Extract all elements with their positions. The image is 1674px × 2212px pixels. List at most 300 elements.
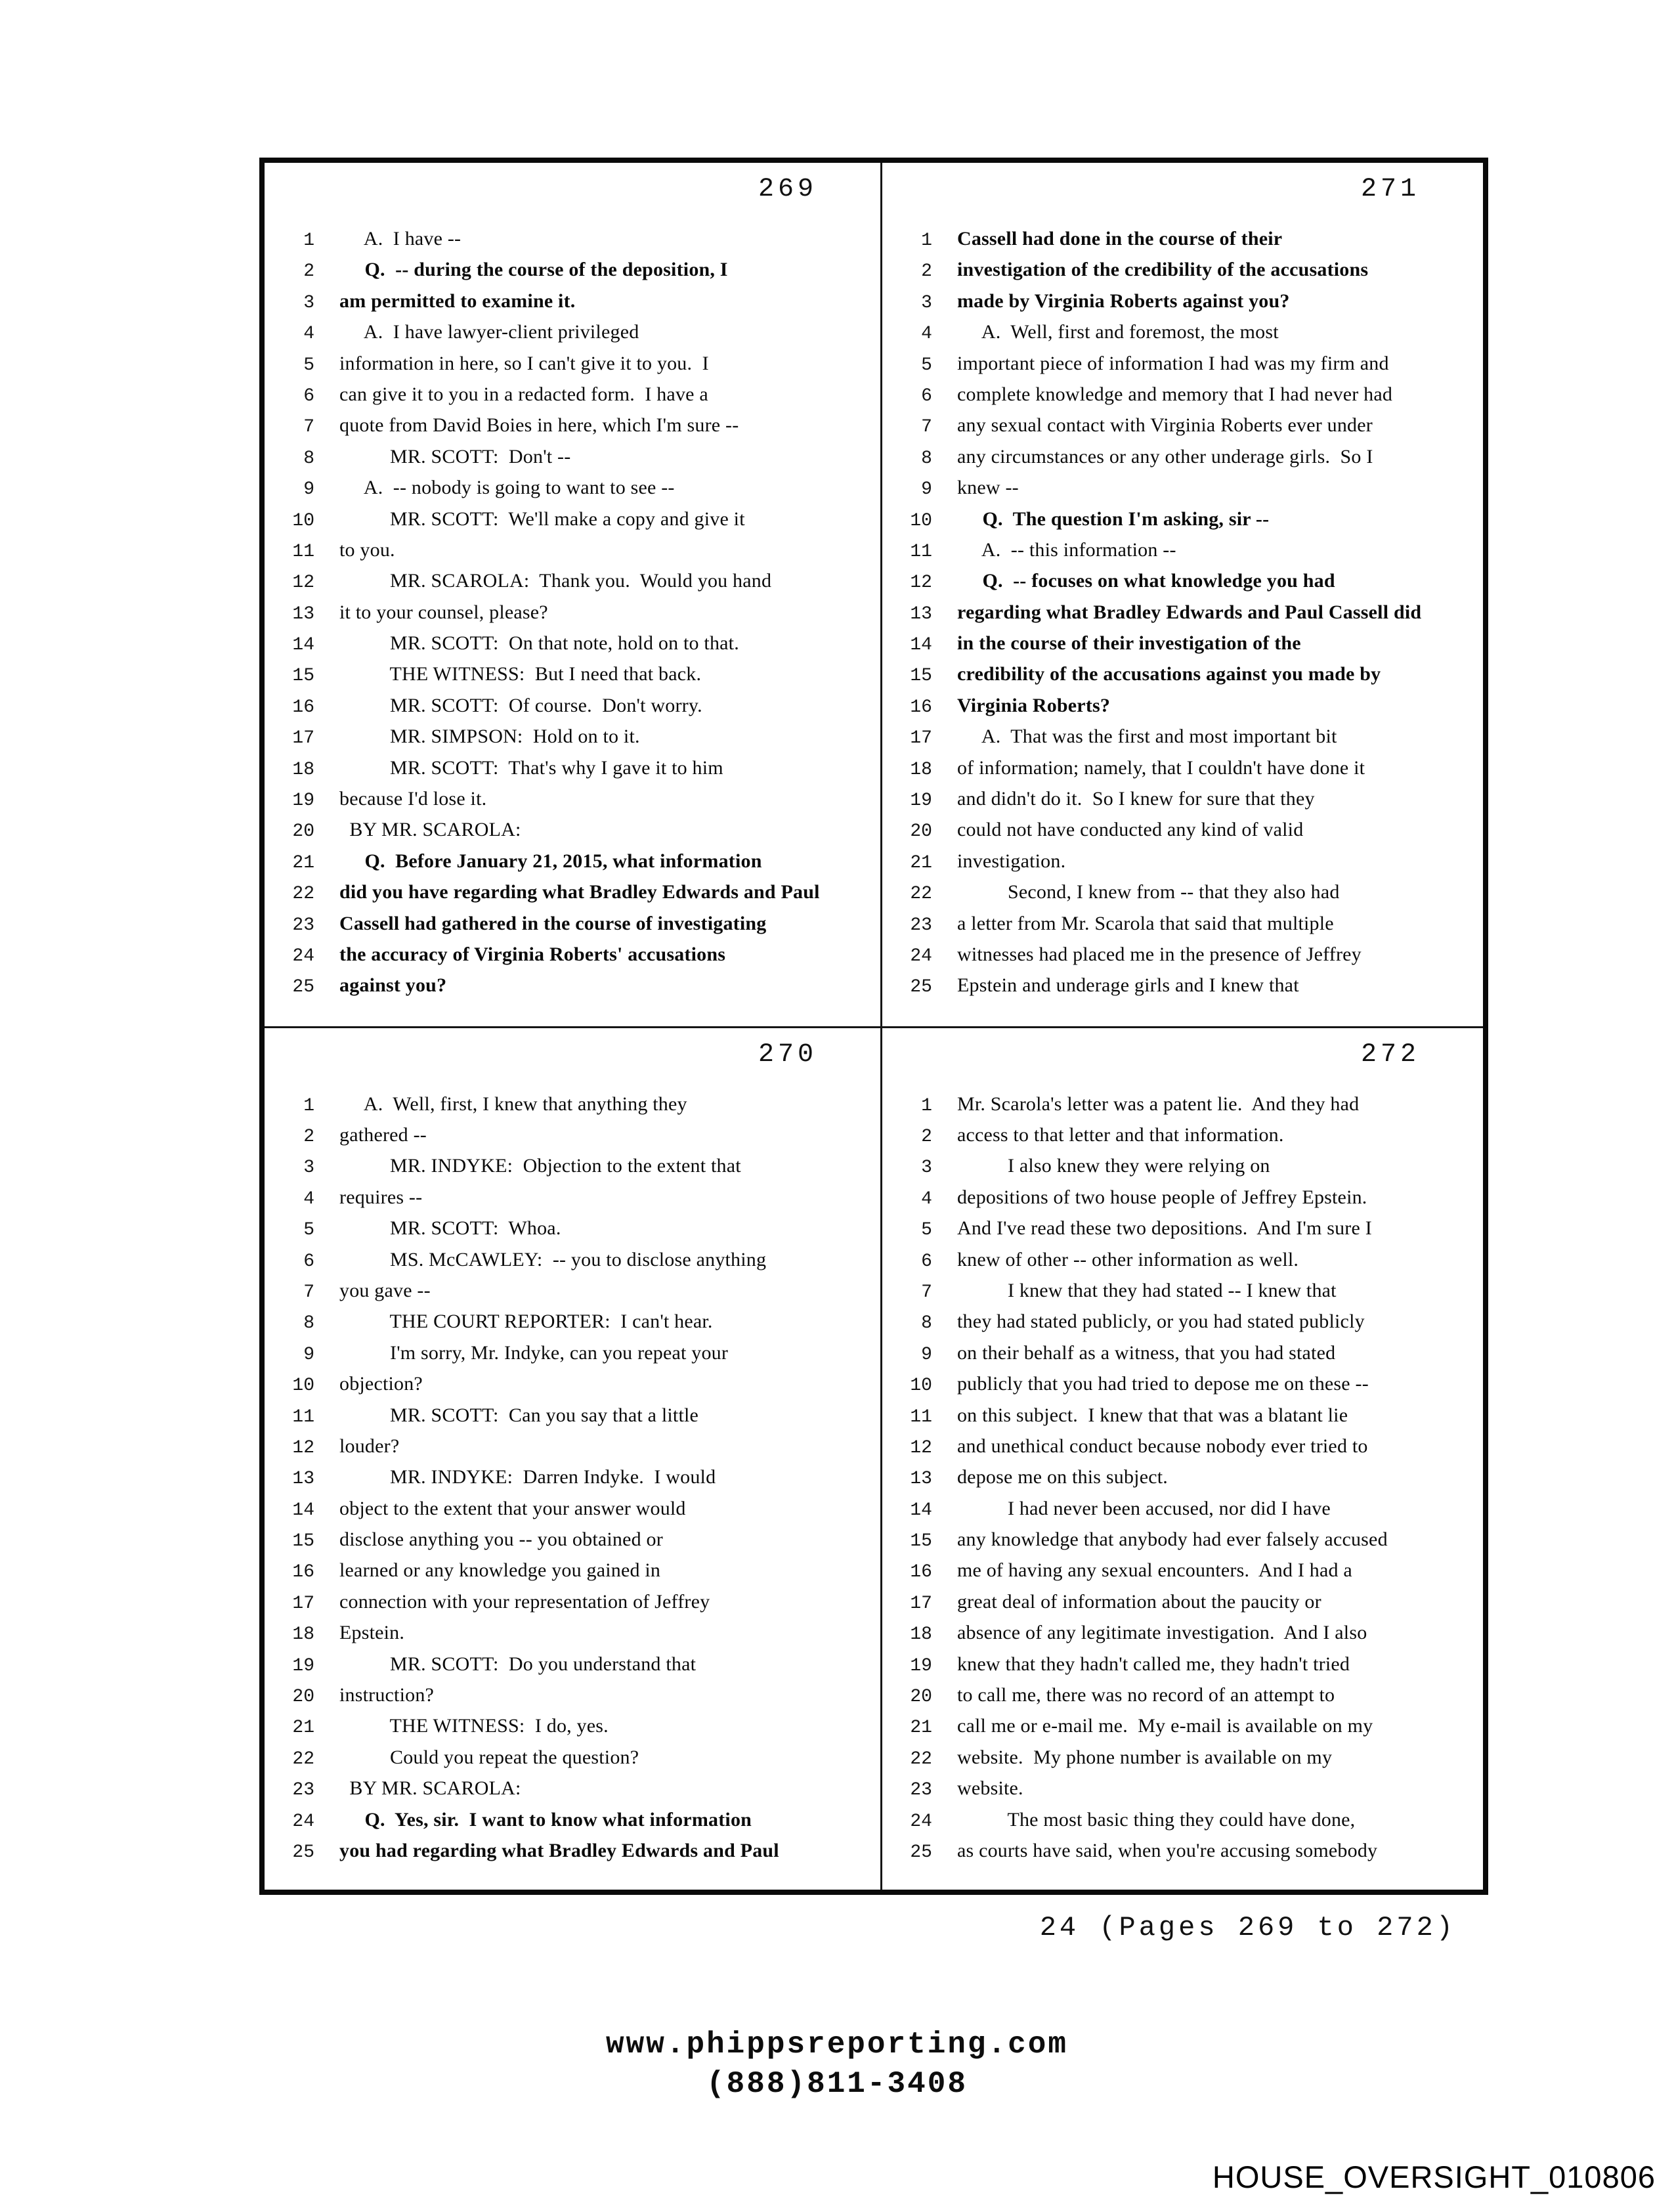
line-number: 10 xyxy=(292,510,314,531)
line-number: 21 xyxy=(910,1718,932,1739)
line-text: absence of any legitimate investigation. And I also xyxy=(956,1622,1367,1644)
line-row xyxy=(882,1400,1483,1431)
line-number: 23 xyxy=(292,915,314,936)
line-text: knew -- xyxy=(956,477,1019,499)
line-number: 3 xyxy=(303,292,314,313)
line-row xyxy=(882,939,1483,970)
line-row xyxy=(882,783,1483,814)
line-number: 1 xyxy=(921,1095,932,1116)
line-text: they had stated publicly, or you had stated publicly xyxy=(956,1311,1365,1333)
line-text: Cassell had done in the course of their xyxy=(956,228,1283,249)
line-text: any circumstances or any other underage girls. So I xyxy=(956,445,1373,467)
line-row xyxy=(265,1431,880,1462)
line-row xyxy=(265,846,880,877)
line-row xyxy=(882,1275,1483,1306)
line-text: access to that letter and that information. xyxy=(956,1124,1284,1146)
line-number: 5 xyxy=(303,355,314,376)
line-text: could not have conducted any kind of valid xyxy=(956,819,1304,841)
line-number: 3 xyxy=(921,292,932,313)
line-row xyxy=(265,1400,880,1431)
line-number: 10 xyxy=(910,1376,932,1397)
line-number: 18 xyxy=(292,759,314,780)
line-number: 17 xyxy=(910,1593,932,1614)
page-lines xyxy=(265,223,880,1001)
line-row xyxy=(265,1462,880,1492)
line-row xyxy=(265,1835,880,1866)
page-number: 271 xyxy=(1360,175,1420,204)
line-row xyxy=(265,690,880,721)
transcript-page-270 xyxy=(265,1028,882,1890)
line-number: 15 xyxy=(910,666,932,687)
line-text: credibility of the accusations against you made by xyxy=(956,663,1381,685)
line-text: MR. SCOTT: Of course. Don't worry. xyxy=(339,694,702,716)
line-row xyxy=(882,254,1483,285)
line-row xyxy=(265,877,880,907)
line-number: 17 xyxy=(292,728,314,749)
line-number: 17 xyxy=(910,728,932,749)
line-number: 25 xyxy=(292,1842,314,1863)
line-text: me of having any sexual encounters. And I had a xyxy=(956,1559,1352,1582)
line-text: made by Virginia Roberts against you? xyxy=(956,290,1290,312)
line-text: Second, I knew from -- that they also had xyxy=(956,881,1340,903)
line-number: 2 xyxy=(921,1127,932,1148)
line-text: investigation. xyxy=(956,850,1066,872)
footer-website: www.phippsreporting.com xyxy=(606,2028,1068,2062)
line-number: 20 xyxy=(910,1687,932,1708)
line-row xyxy=(265,939,880,970)
line-row xyxy=(882,1742,1483,1773)
line-number: 9 xyxy=(921,479,932,500)
line-number: 11 xyxy=(910,1406,932,1427)
line-number: 3 xyxy=(921,1158,932,1179)
line-row xyxy=(265,783,880,814)
line-row xyxy=(882,565,1483,596)
line-row xyxy=(882,1182,1483,1213)
line-text: MR. SCOTT: On that note, hold on to that. xyxy=(339,632,739,655)
line-number: 4 xyxy=(303,1188,314,1209)
line-number: 8 xyxy=(303,1313,314,1334)
line-number: 23 xyxy=(910,915,932,936)
line-row xyxy=(882,223,1483,254)
line-number: 17 xyxy=(292,1593,314,1614)
line-text: great deal of information about the paucity or xyxy=(956,1590,1321,1613)
line-number: 1 xyxy=(303,230,314,251)
line-row xyxy=(265,1742,880,1773)
line-row xyxy=(882,410,1483,441)
line-text: I had never been accused, nor did I have xyxy=(956,1497,1331,1519)
line-text: any knowledge that anybody had ever falsely accused xyxy=(956,1529,1388,1551)
line-row xyxy=(882,1306,1483,1337)
line-row xyxy=(882,348,1483,379)
line-text: of information; namely, that I couldn't have done it xyxy=(956,756,1365,779)
line-row xyxy=(882,472,1483,503)
line-number: 24 xyxy=(292,945,314,966)
line-number: 12 xyxy=(292,573,314,594)
line-text: website. xyxy=(956,1777,1023,1800)
line-text: depose me on this subject. xyxy=(956,1466,1168,1488)
line-number: 16 xyxy=(292,697,314,718)
line-row xyxy=(265,1275,880,1306)
line-row xyxy=(882,1555,1483,1586)
line-row xyxy=(882,814,1483,845)
line-row xyxy=(265,1773,880,1804)
line-row xyxy=(265,348,880,379)
line-number: 14 xyxy=(910,1500,932,1521)
line-row xyxy=(265,472,880,503)
line-row xyxy=(265,1710,880,1741)
line-text: Could you repeat the question? xyxy=(339,1746,639,1768)
line-row xyxy=(265,534,880,565)
line-number: 6 xyxy=(303,1251,314,1272)
line-row xyxy=(265,814,880,845)
line-text: A. I have -- xyxy=(339,228,461,249)
line-row xyxy=(265,752,880,783)
line-number: 8 xyxy=(303,448,314,469)
line-number: 22 xyxy=(910,884,932,905)
line-number: 7 xyxy=(303,417,314,438)
line-text: regarding what Bradley Edwards and Paul Cassell did xyxy=(956,601,1422,623)
line-row xyxy=(882,1617,1483,1648)
line-text: A. -- nobody is going to want to see -- xyxy=(339,477,675,499)
line-row xyxy=(882,316,1483,347)
line-text: A. Well, first and foremost, the most xyxy=(956,321,1279,343)
line-text: Mr. Scarola's letter was a patent lie. And they had xyxy=(956,1093,1360,1115)
page-number: 272 xyxy=(1360,1039,1420,1070)
line-text: complete knowledge and memory that I had never had xyxy=(956,383,1393,405)
line-number: 7 xyxy=(303,1282,314,1303)
line-text: MR. SCOTT: We'll make a copy and give it xyxy=(339,508,745,530)
line-number: 5 xyxy=(921,355,932,376)
line-text: in the course of their investigation of the xyxy=(956,632,1301,655)
line-text: A. I have lawyer-client privileged xyxy=(339,321,639,343)
line-text: Cassell had gathered in the course of investigating xyxy=(339,912,767,934)
line-text: important piece of information I had was my firm and xyxy=(956,352,1389,374)
line-row xyxy=(265,565,880,596)
line-text: MR. SCOTT: Whoa. xyxy=(339,1217,561,1240)
line-number: 4 xyxy=(303,324,314,345)
line-text: requires -- xyxy=(339,1186,423,1208)
line-text: as courts have said, when you're accusing somebody xyxy=(956,1840,1378,1861)
line-row xyxy=(265,286,880,316)
line-row xyxy=(265,721,880,752)
line-row xyxy=(265,659,880,689)
line-number: 14 xyxy=(910,635,932,656)
line-number: 16 xyxy=(292,1562,314,1583)
line-text: I also knew they were relying on xyxy=(956,1155,1270,1177)
line-number: 22 xyxy=(292,884,314,905)
line-text: objection? xyxy=(339,1373,423,1395)
line-row xyxy=(265,628,880,659)
line-number: 22 xyxy=(292,1748,314,1769)
line-number: 24 xyxy=(910,945,932,966)
page-number: 269 xyxy=(758,175,817,204)
line-number: 21 xyxy=(292,1718,314,1739)
line-text: Q. -- focuses on what knowledge you had xyxy=(956,570,1335,592)
line-number: 2 xyxy=(303,1127,314,1148)
line-text: am permitted to examine it. xyxy=(339,290,576,312)
line-text: Q. The question I'm asking, sir -- xyxy=(956,508,1270,530)
line-text: call me or e-mail me. My e-mail is available on my xyxy=(956,1715,1373,1737)
footer-page-range: 24 (Pages 269 to 272) xyxy=(1039,1912,1456,1943)
line-row xyxy=(882,1119,1483,1150)
line-number: 13 xyxy=(910,1469,932,1490)
line-row xyxy=(265,441,880,472)
line-number: 19 xyxy=(910,791,932,812)
line-text: can give it to you in a redacted form. I have a xyxy=(339,383,708,405)
line-text: MR. INDYKE: Objection to the extent that xyxy=(339,1155,741,1177)
line-row xyxy=(882,1431,1483,1462)
line-number: 23 xyxy=(292,1780,314,1801)
line-row xyxy=(882,1524,1483,1555)
line-row xyxy=(882,659,1483,689)
line-row xyxy=(882,379,1483,410)
line-row xyxy=(265,410,880,441)
line-text: you had regarding what Bradley Edwards and Paul xyxy=(339,1840,779,1861)
line-text: quote from David Boies in here, which I'm sure -- xyxy=(339,414,739,437)
line-row xyxy=(265,1213,880,1244)
line-number: 20 xyxy=(292,1687,314,1708)
line-number: 3 xyxy=(303,1158,314,1179)
line-row xyxy=(882,504,1483,534)
line-row xyxy=(265,1555,880,1586)
line-row xyxy=(882,286,1483,316)
line-number: 12 xyxy=(910,1437,932,1458)
line-text: website. My phone number is available on my xyxy=(956,1746,1333,1768)
line-row xyxy=(265,1150,880,1181)
line-row xyxy=(265,597,880,628)
line-number: 21 xyxy=(292,852,314,873)
line-row xyxy=(882,1835,1483,1866)
line-row xyxy=(882,441,1483,472)
line-text: MR. SCOTT: Do you understand that xyxy=(339,1653,697,1675)
line-text: And I've read these two depositions. And I'm sure I xyxy=(956,1217,1372,1240)
line-number: 24 xyxy=(910,1811,932,1832)
line-text: connection with your representation of Jeffrey xyxy=(339,1590,710,1613)
line-row xyxy=(265,504,880,534)
line-text: MR. SCOTT: That's why I gave it to him xyxy=(339,756,723,779)
line-row xyxy=(265,908,880,939)
line-row xyxy=(265,1524,880,1555)
line-text: and unethical conduct because nobody ever tried to xyxy=(956,1435,1368,1457)
line-number: 18 xyxy=(910,1624,932,1645)
line-number: 12 xyxy=(292,1437,314,1458)
line-number: 23 xyxy=(910,1780,932,1801)
line-number: 2 xyxy=(303,261,314,282)
line-text: because I'd lose it. xyxy=(339,788,487,810)
line-text: louder? xyxy=(339,1435,400,1457)
line-row xyxy=(265,1680,880,1710)
line-number: 18 xyxy=(292,1624,314,1645)
line-text: instruction? xyxy=(339,1684,435,1706)
line-number: 25 xyxy=(910,977,932,998)
line-number: 13 xyxy=(910,603,932,624)
line-number: 15 xyxy=(910,1531,932,1552)
line-text: THE COURT REPORTER: I can't hear. xyxy=(339,1311,713,1333)
line-row xyxy=(882,752,1483,783)
line-row xyxy=(265,1306,880,1337)
line-text: MR. SCOTT: Don't -- xyxy=(339,445,571,467)
line-text: A. Well, first, I knew that anything they xyxy=(339,1093,687,1115)
line-number: 22 xyxy=(910,1748,932,1769)
line-number: 16 xyxy=(910,697,932,718)
line-text: MR. INDYKE: Darren Indyke. I would xyxy=(339,1466,716,1488)
line-number: 25 xyxy=(910,1842,932,1863)
line-row xyxy=(265,1119,880,1150)
line-row xyxy=(265,1649,880,1680)
line-number: 16 xyxy=(910,1562,932,1583)
line-number: 7 xyxy=(921,1282,932,1303)
line-row xyxy=(882,1710,1483,1741)
line-number: 5 xyxy=(303,1220,314,1241)
line-row xyxy=(265,1089,880,1119)
line-text: MR. SIMPSON: Hold on to it. xyxy=(339,726,640,748)
line-number: 11 xyxy=(292,1406,314,1427)
line-number: 12 xyxy=(910,573,932,594)
line-row xyxy=(882,1213,1483,1244)
line-text: knew of other -- other information as well. xyxy=(956,1248,1299,1270)
line-text: THE WITNESS: But I need that back. xyxy=(339,663,702,685)
line-row xyxy=(265,1617,880,1648)
line-number: 20 xyxy=(292,821,314,842)
line-row xyxy=(882,1089,1483,1119)
line-row xyxy=(265,379,880,410)
line-number: 19 xyxy=(910,1655,932,1676)
line-number: 8 xyxy=(921,1313,932,1334)
bates-number: HOUSE_OVERSIGHT_010806 xyxy=(1212,2159,1656,2194)
line-row xyxy=(882,908,1483,939)
transcript-page-271 xyxy=(882,163,1483,1028)
line-text: any sexual contact with Virginia Roberts ever under xyxy=(956,414,1373,437)
line-number: 10 xyxy=(292,1376,314,1397)
transcript-page-272 xyxy=(882,1028,1483,1890)
line-number: 6 xyxy=(921,385,932,406)
line-number: 2 xyxy=(921,261,932,282)
page-number: 270 xyxy=(758,1039,817,1070)
line-number: 9 xyxy=(303,1344,314,1365)
line-number: 10 xyxy=(910,510,932,531)
line-text: depositions of two house people of Jeffrey Epstein. xyxy=(956,1186,1367,1208)
line-text: A. That was the first and most important bit xyxy=(956,726,1337,748)
line-number: 14 xyxy=(292,1500,314,1521)
page-lines xyxy=(265,1089,880,1867)
line-row xyxy=(882,846,1483,877)
line-text: disclose anything you -- you obtained or xyxy=(339,1529,663,1551)
line-text: and didn't do it. So I knew for sure that they xyxy=(956,788,1315,810)
line-text: against you? xyxy=(339,974,447,997)
line-text: Virginia Roberts? xyxy=(956,694,1111,716)
line-row xyxy=(882,534,1483,565)
line-text: learned or any knowledge you gained in xyxy=(339,1559,661,1582)
line-row xyxy=(265,1368,880,1399)
line-row xyxy=(882,1586,1483,1617)
line-number: 25 xyxy=(292,977,314,998)
line-row xyxy=(265,1182,880,1213)
line-number: 6 xyxy=(303,385,314,406)
line-text: on their behalf as a witness, that you had stated xyxy=(956,1341,1336,1364)
line-text: information in here, so I can't give it to you. I xyxy=(339,352,709,374)
line-row xyxy=(265,1493,880,1524)
line-text: MR. SCOTT: Can you say that a little xyxy=(339,1404,699,1426)
page-lines xyxy=(882,223,1483,1001)
line-number: 13 xyxy=(292,603,314,624)
line-text: to you. xyxy=(339,538,395,561)
line-text: a letter from Mr. Scarola that said that multiple xyxy=(956,912,1334,934)
line-row xyxy=(265,1804,880,1835)
line-number: 13 xyxy=(292,1469,314,1490)
line-row xyxy=(882,1368,1483,1399)
line-text: publicly that you had tried to depose me on these -- xyxy=(956,1373,1369,1395)
line-number: 4 xyxy=(921,1188,932,1209)
line-text: it to your counsel, please? xyxy=(339,601,548,623)
line-row xyxy=(265,1586,880,1617)
line-number: 4 xyxy=(921,324,932,345)
line-number: 18 xyxy=(910,759,932,780)
line-text: knew that they hadn't called me, they hadn't tried xyxy=(956,1653,1350,1675)
line-number: 5 xyxy=(921,1220,932,1241)
line-number: 21 xyxy=(910,852,932,873)
line-text: Epstein and underage girls and I knew that xyxy=(956,974,1299,997)
line-text: BY MR. SCAROLA: xyxy=(339,819,521,841)
line-number: 11 xyxy=(910,541,932,562)
line-text: Q. Yes, sir. I want to know what information xyxy=(339,1808,752,1831)
line-number: 14 xyxy=(292,635,314,656)
line-number: 8 xyxy=(921,448,932,469)
line-number: 15 xyxy=(292,1531,314,1552)
line-row xyxy=(265,254,880,285)
line-row xyxy=(882,1150,1483,1181)
line-row xyxy=(882,1649,1483,1680)
line-text: on this subject. I knew that that was a blatant lie xyxy=(956,1404,1348,1426)
line-text: A. -- this information -- xyxy=(956,538,1176,561)
line-row xyxy=(882,1462,1483,1492)
line-number: 1 xyxy=(303,1095,314,1116)
line-row xyxy=(882,1804,1483,1835)
line-row xyxy=(882,721,1483,752)
line-row xyxy=(882,1244,1483,1275)
line-number: 7 xyxy=(921,417,932,438)
line-text: Epstein. xyxy=(339,1622,405,1644)
footer-phone: (888)811-3408 xyxy=(706,2067,968,2101)
line-number: 9 xyxy=(921,1344,932,1365)
line-row xyxy=(882,597,1483,628)
line-row xyxy=(882,628,1483,659)
line-text: object to the extent that your answer would xyxy=(339,1497,686,1519)
line-row xyxy=(882,1493,1483,1524)
line-text: gathered -- xyxy=(339,1124,427,1146)
line-text: witnesses had placed me in the presence of Jeffrey xyxy=(956,943,1362,965)
line-text: The most basic thing they could have done, xyxy=(956,1808,1356,1831)
line-text: MS. McCAWLEY: -- you to disclose anything xyxy=(339,1248,767,1270)
line-number: 24 xyxy=(292,1811,314,1832)
line-number: 15 xyxy=(292,666,314,687)
line-text: THE WITNESS: I do, yes. xyxy=(339,1715,609,1737)
line-text: I'm sorry, Mr. Indyke, can you repeat your xyxy=(339,1341,729,1364)
line-text: to call me, there was no record of an attempt to xyxy=(956,1684,1335,1706)
line-number: 9 xyxy=(303,479,314,500)
line-row xyxy=(882,690,1483,721)
line-text: I knew that they had stated -- I knew that xyxy=(956,1279,1337,1301)
page-lines xyxy=(882,1089,1483,1867)
line-number: 1 xyxy=(921,230,932,251)
line-row xyxy=(265,223,880,254)
line-row xyxy=(882,877,1483,907)
line-text: did you have regarding what Bradley Edwards and Paul xyxy=(339,881,820,903)
line-text: Q. Before January 21, 2015, what information xyxy=(339,850,762,872)
line-row xyxy=(265,970,880,1001)
line-text: Q. -- during the course of the deposition, I xyxy=(339,259,728,281)
line-number: 19 xyxy=(292,791,314,812)
line-row xyxy=(265,1244,880,1275)
